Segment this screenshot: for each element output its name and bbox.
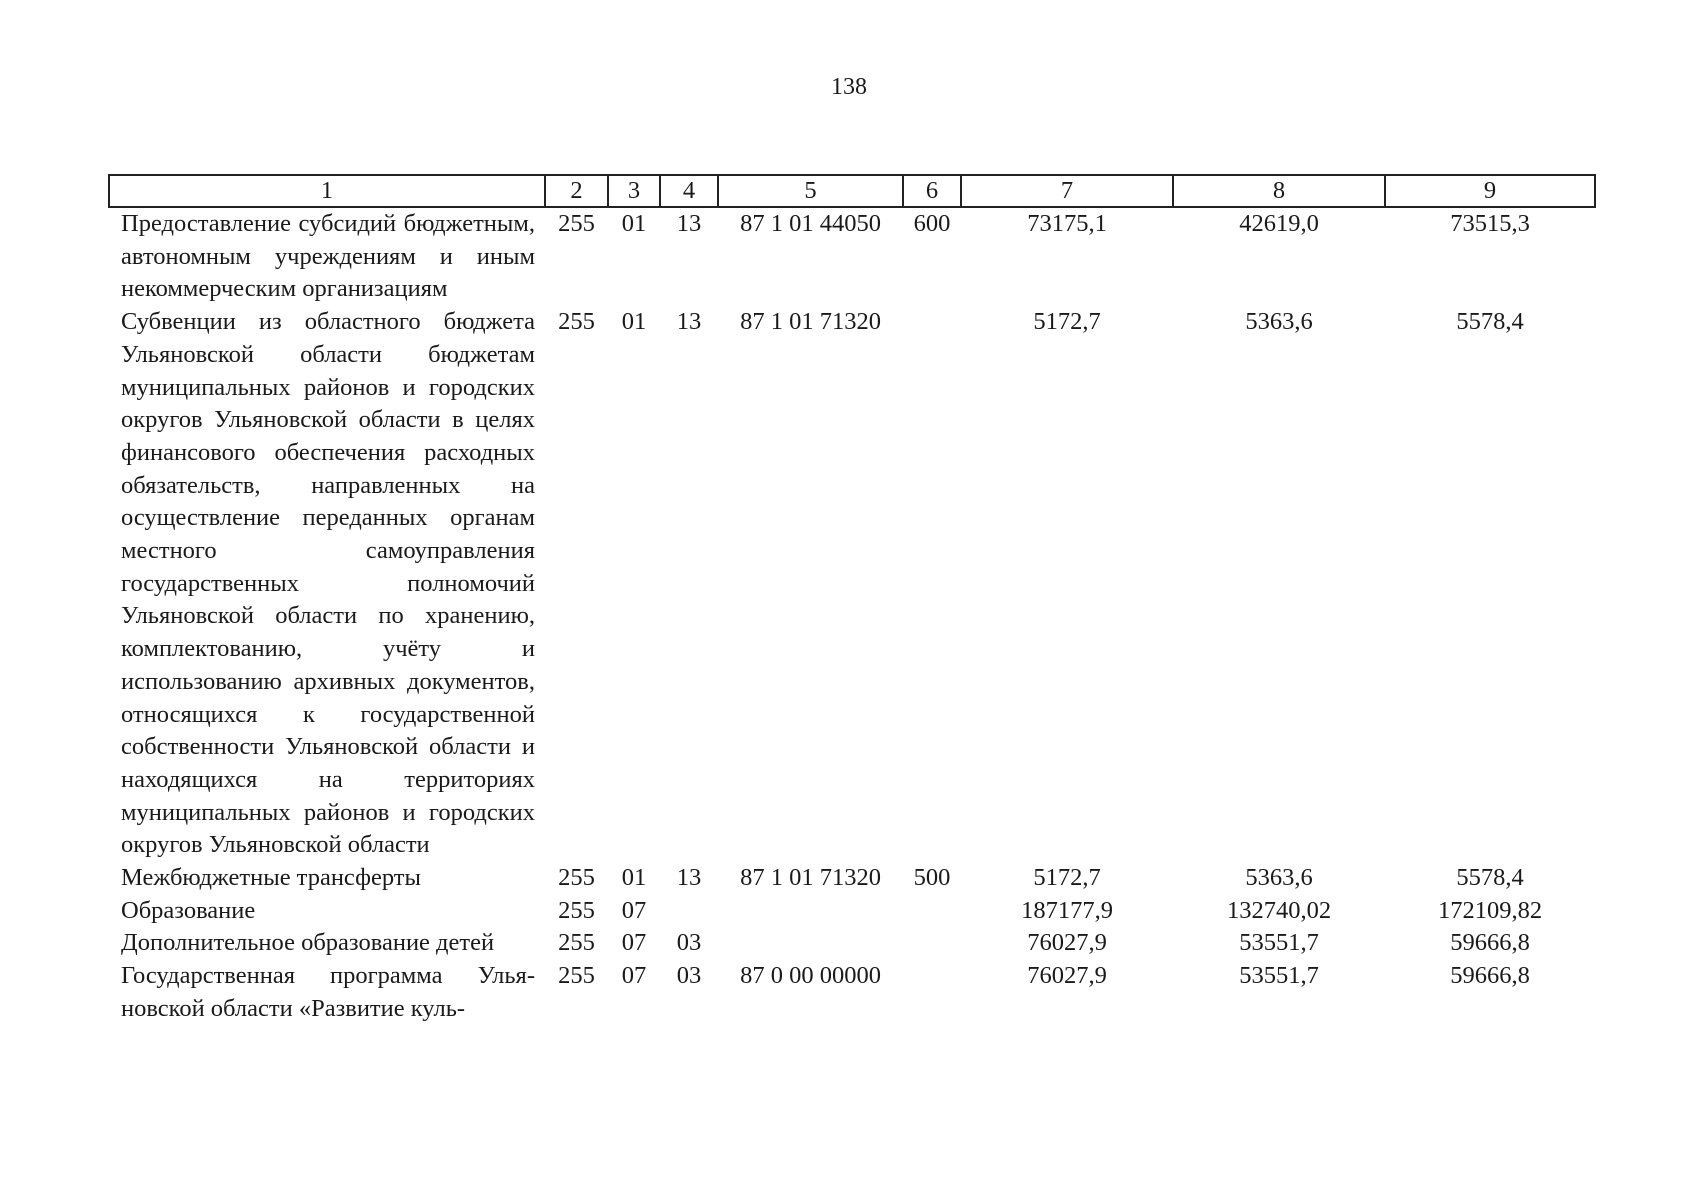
row-amount-2: 5363,6 — [1245, 308, 1313, 336]
row-amount-1: 5172,7 — [1033, 308, 1101, 336]
row-expense-type — [903, 895, 961, 928]
row-expense-type: 600 — [913, 210, 951, 237]
row-amount-2: 132740,02 — [1226, 896, 1332, 924]
header-row — [109, 175, 1595, 207]
header-col-4: 4 — [660, 175, 718, 207]
table-body — [109, 207, 1595, 1026]
table-row — [109, 960, 1595, 1025]
row-section: 07 — [621, 896, 647, 924]
row-section: 07 — [621, 962, 647, 990]
row-target-article: 87 1 01 71320 — [740, 864, 881, 892]
row-subsection: 13 — [676, 308, 702, 336]
row-target-article: 87 1 01 44050 — [740, 210, 881, 237]
header-col-9: 9 — [1385, 175, 1595, 207]
row-amount-1: 187177,9 — [1021, 896, 1113, 924]
page-number: 138 — [831, 74, 867, 100]
row-section: 01 — [621, 308, 647, 336]
row-amount-3: 59666,8 — [1450, 962, 1530, 990]
row-admin-code: 255 — [558, 962, 595, 990]
row-subsection: 13 — [676, 210, 702, 237]
header-col-6: 6 — [903, 175, 961, 207]
row-target-article — [718, 895, 903, 928]
row-amount-3: 73515,3 — [1450, 210, 1530, 237]
table-row — [109, 306, 1595, 862]
row-name: Субвенции из областного бюджета Ульяновской области бюджетам муниципальных районов и городских округов Ульяновской области в целях финансового обеспечения расходных обязательств, направленных на осуществление переданных органам местного самоуправления государственных полномочий Ульяновской области по хранению, комплектованию, учёту и использованию архивных документов, относящихся к государственной собственности Ульяновской области и находящихся на территориях муниципальных районов и городских округов Ульяновской области — [121, 308, 535, 859]
row-target-article: 87 0 00 00000 — [740, 962, 881, 990]
row-expense-type — [903, 927, 961, 960]
row-subsection: 03 — [676, 962, 702, 990]
row-admin-code: 255 — [558, 308, 595, 336]
row-name: Государственная программа Ульяновской области «Развитие куль- — [121, 962, 535, 1022]
header-col-2: 2 — [545, 175, 608, 207]
table-row — [109, 895, 1595, 928]
header-col-7: 7 — [961, 175, 1173, 207]
row-subsection: 03 — [676, 929, 702, 957]
row-amount-3: 172109,82 — [1437, 896, 1543, 924]
row-amount-3: 5578,4 — [1456, 308, 1524, 336]
row-name: Образование — [121, 896, 256, 924]
row-amount-1: 76027,9 — [1027, 929, 1107, 957]
row-admin-code: 255 — [558, 896, 595, 924]
table-row — [109, 862, 1595, 895]
row-name: Межбюджетные трансферты — [121, 864, 421, 892]
row-expense-type: 500 — [913, 864, 951, 892]
row-amount-2: 53551,7 — [1239, 962, 1319, 990]
row-amount-2: 5363,6 — [1245, 864, 1313, 892]
row-target-article — [718, 927, 903, 960]
header-col-1: 1 — [109, 175, 545, 207]
row-admin-code: 255 — [558, 929, 595, 957]
table-row — [109, 207, 1595, 306]
row-section: 01 — [621, 210, 647, 237]
header-col-3: 3 — [608, 175, 660, 207]
row-amount-1: 73175,1 — [1027, 210, 1107, 237]
table-header — [109, 175, 1595, 207]
row-amount-3: 5578,4 — [1456, 864, 1524, 892]
row-amount-2: 42619,0 — [1239, 210, 1319, 237]
row-admin-code: 255 — [558, 210, 595, 237]
row-expense-type — [903, 306, 961, 862]
header-col-5: 5 — [718, 175, 903, 207]
table-row — [109, 927, 1595, 960]
row-expense-type — [903, 960, 961, 1025]
row-target-article: 87 1 01 71320 — [740, 308, 881, 336]
row-amount-3: 59666,8 — [1450, 929, 1530, 957]
row-section: 07 — [621, 929, 647, 957]
row-section: 01 — [621, 864, 647, 892]
row-admin-code: 255 — [558, 864, 595, 892]
row-subsection — [660, 895, 718, 928]
budget-table — [108, 174, 1596, 1026]
row-amount-1: 76027,9 — [1027, 962, 1107, 990]
row-name: Дополнительное образование детей — [121, 929, 495, 957]
header-col-8: 8 — [1173, 175, 1385, 207]
row-amount-1: 5172,7 — [1033, 864, 1101, 892]
row-subsection: 13 — [676, 864, 702, 892]
row-amount-2: 53551,7 — [1239, 929, 1319, 957]
row-name: Предоставление субсидий бюджетным, автономным учреждениям и иным некоммерческим организациям — [121, 210, 535, 303]
